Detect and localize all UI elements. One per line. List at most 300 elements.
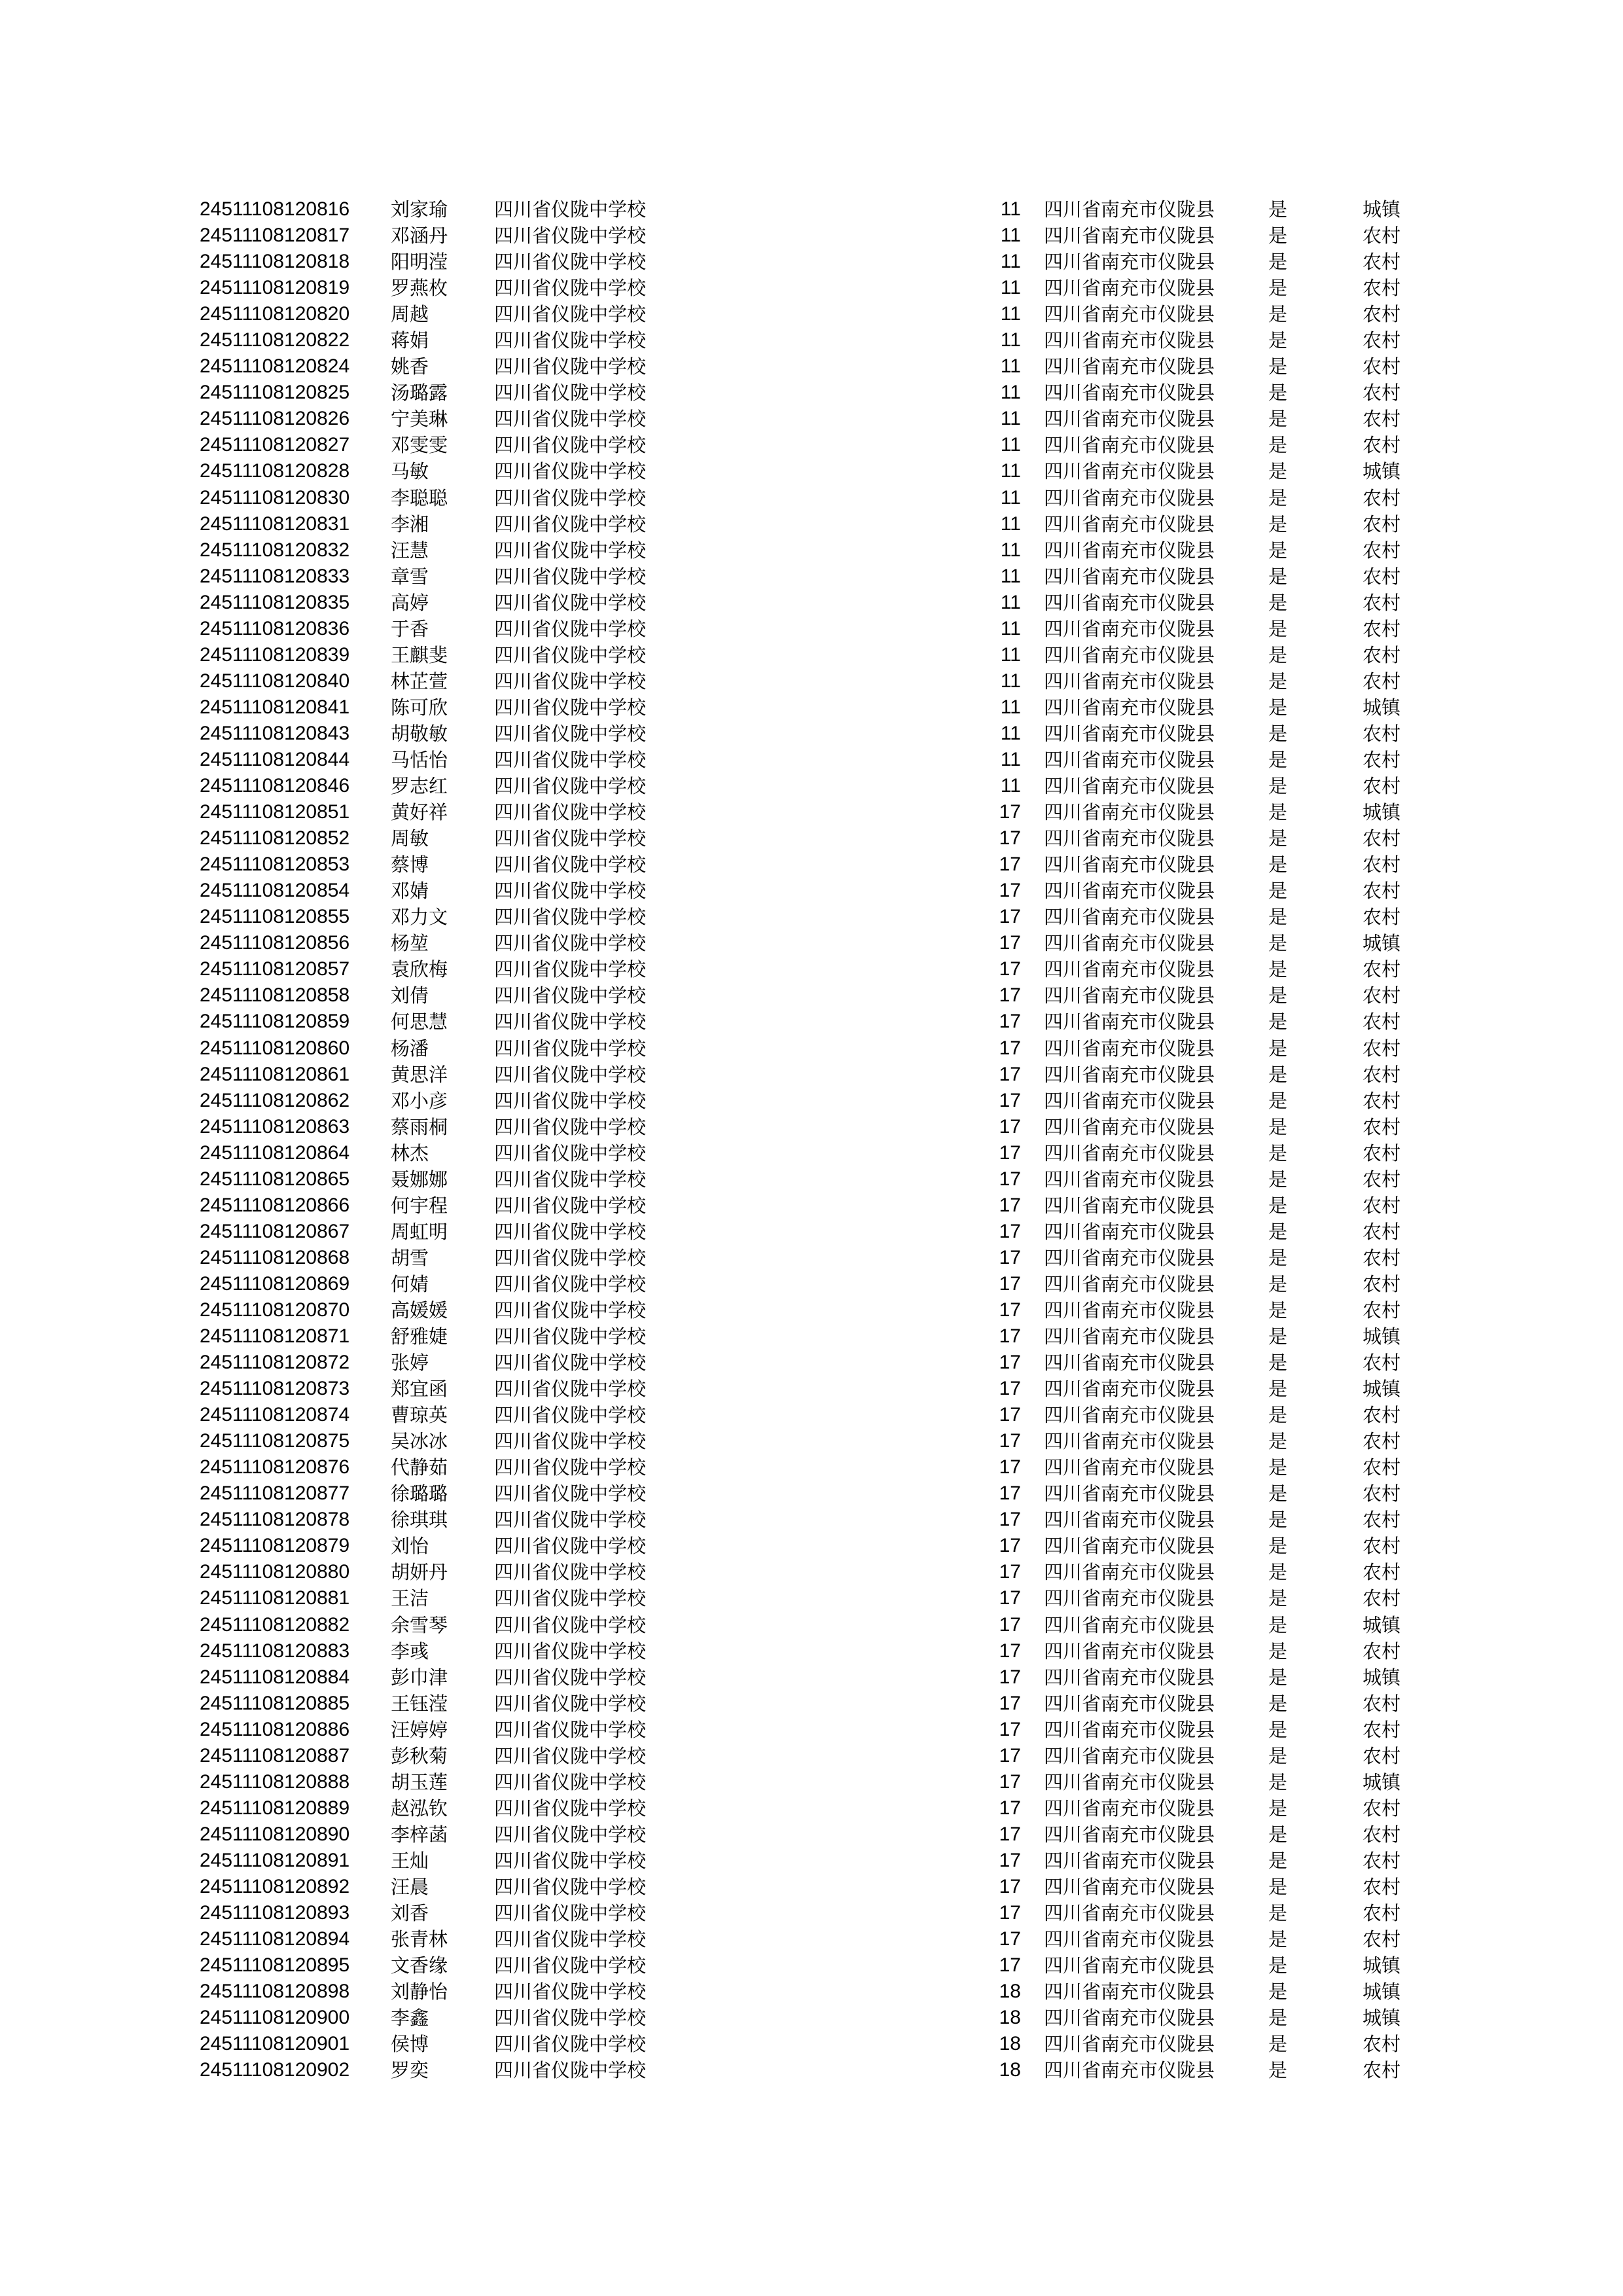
area-type-cell: 农村 — [1363, 486, 1401, 509]
flag-cell: 是 — [1268, 1404, 1288, 1427]
student-name-cell: 彭巾津 — [391, 1666, 448, 1689]
grade-cell: 17 — [999, 958, 1021, 980]
area-type-cell: 农村 — [1363, 984, 1401, 1007]
table-row — [0, 721, 1623, 747]
table-row — [0, 878, 1623, 904]
student-name-cell: 刘怡 — [391, 1535, 429, 1558]
school-cell: 四川省仪陇中学校 — [494, 1954, 647, 1977]
school-cell: 四川省仪陇中学校 — [494, 1378, 647, 1401]
student-name-cell: 文香缘 — [391, 1954, 448, 1977]
address-cell: 四川省南充市仪陇县 — [1044, 1561, 1215, 1584]
student-name-cell: 林芷萱 — [391, 670, 448, 692]
student-id-cell: 24511108120885 — [200, 1692, 350, 1714]
school-cell: 四川省仪陇中学校 — [494, 1797, 647, 1820]
area-type-cell: 农村 — [1363, 1640, 1401, 1662]
table-row — [0, 301, 1623, 327]
grade-cell: 18 — [999, 2033, 1021, 2055]
address-cell: 四川省南充市仪陇县 — [1044, 1115, 1215, 1138]
address-cell: 四川省南充市仪陇县 — [1044, 1666, 1215, 1689]
address-cell: 四川省南充市仪陇县 — [1044, 1404, 1215, 1427]
table-row — [0, 1952, 1623, 1979]
grade-cell: 17 — [999, 1352, 1021, 1374]
student-name-cell: 李彧 — [391, 1640, 429, 1662]
flag-cell: 是 — [1268, 984, 1288, 1007]
grade-cell: 17 — [999, 1220, 1021, 1242]
area-type-cell: 农村 — [1363, 1692, 1401, 1715]
table-row — [0, 406, 1623, 432]
school-cell: 四川省仪陇中学校 — [494, 434, 647, 457]
table-row — [0, 904, 1623, 930]
grade-cell: 17 — [999, 1115, 1021, 1138]
student-name-cell: 袁欣梅 — [391, 958, 448, 981]
table-row — [0, 1350, 1623, 1376]
school-cell: 四川省仪陇中学校 — [494, 460, 647, 483]
area-type-cell: 农村 — [1363, 958, 1401, 981]
school-cell: 四川省仪陇中学校 — [494, 224, 647, 247]
table-row — [0, 380, 1623, 406]
flag-cell: 是 — [1268, 1168, 1288, 1191]
area-type-cell: 农村 — [1363, 565, 1401, 588]
area-type-cell: 农村 — [1363, 1141, 1401, 1164]
flag-cell: 是 — [1268, 565, 1288, 588]
address-cell: 四川省南充市仪陇县 — [1044, 670, 1215, 692]
student-name-cell: 邓力文 — [391, 906, 448, 929]
school-cell: 四川省仪陇中学校 — [494, 1640, 647, 1662]
grade-cell: 17 — [999, 1509, 1021, 1531]
student-id-cell: 24511108120869 — [200, 1272, 350, 1295]
grade-cell: 11 — [1000, 329, 1021, 351]
area-type-cell: 农村 — [1363, 1587, 1401, 1610]
student-name-cell: 徐琪琪 — [391, 1509, 448, 1532]
school-cell: 四川省仪陇中学校 — [494, 1430, 647, 1453]
flag-cell: 是 — [1268, 1692, 1288, 1715]
area-type-cell: 农村 — [1363, 670, 1401, 692]
student-id-cell: 24511108120868 — [200, 1246, 350, 1268]
address-cell: 四川省南充市仪陇县 — [1044, 984, 1215, 1007]
student-name-cell: 胡玉莲 — [391, 1770, 448, 1793]
student-id-cell: 24511108120824 — [200, 355, 350, 378]
student-id-cell: 24511108120882 — [200, 1613, 350, 1636]
grade-cell: 17 — [999, 1561, 1021, 1583]
address-cell: 四川省南充市仪陇县 — [1044, 1456, 1215, 1479]
school-cell: 四川省仪陇中学校 — [494, 853, 647, 876]
school-cell: 四川省仪陇中学校 — [494, 1561, 647, 1584]
address-cell: 四川省南充市仪陇县 — [1044, 1718, 1215, 1741]
table-row — [0, 353, 1623, 380]
grade-cell: 11 — [1000, 408, 1021, 430]
address-cell: 四川省南充市仪陇县 — [1044, 382, 1215, 404]
school-cell: 四川省仪陇中学校 — [494, 1089, 647, 1112]
grade-cell: 17 — [999, 1535, 1021, 1557]
address-cell: 四川省南充市仪陇县 — [1044, 1299, 1215, 1321]
flag-cell: 是 — [1268, 198, 1288, 221]
school-cell: 四川省仪陇中学校 — [494, 906, 647, 929]
student-id-cell: 24511108120841 — [200, 696, 350, 718]
student-name-cell: 罗奕 — [391, 2059, 429, 2082]
school-cell: 四川省仪陇中学校 — [494, 1981, 647, 2003]
address-cell: 四川省南充市仪陇县 — [1044, 958, 1215, 981]
student-name-cell: 罗志红 — [391, 775, 448, 798]
table-row — [0, 1848, 1623, 1874]
school-cell: 四川省仪陇中学校 — [494, 696, 647, 719]
table-row — [0, 1454, 1623, 1480]
area-type-cell: 农村 — [1363, 1011, 1401, 1033]
student-id-cell: 24511108120852 — [200, 827, 350, 850]
school-cell: 四川省仪陇中学校 — [494, 329, 647, 352]
address-cell: 四川省南充市仪陇县 — [1044, 1587, 1215, 1610]
area-type-cell: 农村 — [1363, 512, 1401, 535]
school-cell: 四川省仪陇中学校 — [494, 1299, 647, 1321]
address-cell: 四川省南充市仪陇县 — [1044, 1430, 1215, 1453]
student-id-cell: 24511108120865 — [200, 1168, 350, 1190]
table-row — [0, 1297, 1623, 1323]
flag-cell: 是 — [1268, 1063, 1288, 1086]
student-id-cell: 24511108120895 — [200, 1954, 350, 1977]
student-id-cell: 24511108120836 — [200, 617, 350, 639]
flag-cell: 是 — [1268, 958, 1288, 981]
table-row — [0, 1035, 1623, 1062]
student-name-cell: 汪慧 — [391, 539, 429, 562]
student-name-cell: 于香 — [391, 617, 429, 640]
address-cell: 四川省南充市仪陇县 — [1044, 617, 1215, 640]
area-type-cell: 农村 — [1363, 722, 1401, 745]
student-name-cell: 余雪琴 — [391, 1613, 448, 1636]
flag-cell: 是 — [1268, 382, 1288, 404]
flag-cell: 是 — [1268, 906, 1288, 929]
student-table — [0, 196, 1623, 2083]
area-type-cell: 农村 — [1363, 827, 1401, 850]
grade-cell: 11 — [1000, 277, 1021, 299]
flag-cell: 是 — [1268, 932, 1288, 955]
address-cell: 四川省南充市仪陇县 — [1044, 1613, 1215, 1636]
flag-cell: 是 — [1268, 827, 1288, 850]
address-cell: 四川省南充市仪陇县 — [1044, 827, 1215, 850]
address-cell: 四川省南充市仪陇县 — [1044, 643, 1215, 666]
grade-cell: 17 — [999, 1482, 1021, 1505]
flag-cell: 是 — [1268, 408, 1288, 431]
school-cell: 四川省仪陇中学校 — [494, 643, 647, 666]
area-type-cell: 城镇 — [1363, 932, 1401, 955]
flag-cell: 是 — [1268, 880, 1288, 903]
grade-cell: 17 — [999, 1272, 1021, 1295]
student-id-cell: 24511108120820 — [200, 303, 350, 325]
grade-cell: 17 — [999, 984, 1021, 1007]
flag-cell: 是 — [1268, 1011, 1288, 1033]
student-name-cell: 李梓菡 — [391, 1823, 448, 1846]
student-name-cell: 马敏 — [391, 460, 429, 483]
student-name-cell: 李湘 — [391, 512, 429, 535]
grade-cell: 17 — [999, 1849, 1021, 1871]
student-id-cell: 24511108120843 — [200, 722, 350, 744]
table-row — [0, 1821, 1623, 1848]
flag-cell: 是 — [1268, 355, 1288, 378]
area-type-cell: 城镇 — [1363, 1325, 1401, 1348]
area-type-cell: 农村 — [1363, 1352, 1401, 1374]
area-type-cell: 农村 — [1363, 1089, 1401, 1112]
flag-cell: 是 — [1268, 1378, 1288, 1401]
grade-cell: 17 — [999, 1246, 1021, 1268]
area-type-cell: 农村 — [1363, 1823, 1401, 1846]
school-cell: 四川省仪陇中学校 — [494, 2007, 647, 2030]
grade-cell: 17 — [999, 1823, 1021, 1845]
table-row — [0, 511, 1623, 537]
school-cell: 四川省仪陇中学校 — [494, 617, 647, 640]
grade-cell: 11 — [1000, 748, 1021, 770]
flag-cell: 是 — [1268, 539, 1288, 562]
student-name-cell: 曹琼英 — [391, 1404, 448, 1427]
table-row — [0, 1062, 1623, 1088]
student-id-cell: 24511108120831 — [200, 512, 350, 535]
table-row — [0, 1219, 1623, 1245]
student-id-cell: 24511108120883 — [200, 1640, 350, 1662]
grade-cell: 11 — [1000, 643, 1021, 666]
table-row — [0, 642, 1623, 668]
table-row — [0, 694, 1623, 721]
grade-cell: 11 — [1000, 591, 1021, 613]
grade-cell: 17 — [999, 1928, 1021, 1950]
address-cell: 四川省南充市仪陇县 — [1044, 251, 1215, 274]
student-id-cell: 24511108120822 — [200, 329, 350, 351]
table-row — [0, 1664, 1623, 1691]
student-id-cell: 24511108120900 — [200, 2007, 350, 2029]
student-id-cell: 24511108120825 — [200, 382, 350, 404]
school-cell: 四川省仪陇中学校 — [494, 827, 647, 850]
flag-cell: 是 — [1268, 1954, 1288, 1977]
table-row — [0, 1480, 1623, 1507]
flag-cell: 是 — [1268, 1509, 1288, 1532]
school-cell: 四川省仪陇中学校 — [494, 1456, 647, 1479]
table-row — [0, 537, 1623, 564]
flag-cell: 是 — [1268, 591, 1288, 614]
student-id-cell: 24511108120864 — [200, 1141, 350, 1164]
table-row — [0, 1900, 1623, 1926]
grade-cell: 17 — [999, 906, 1021, 928]
flag-cell: 是 — [1268, 2007, 1288, 2030]
address-cell: 四川省南充市仪陇县 — [1044, 355, 1215, 378]
student-name-cell: 何宇程 — [391, 1194, 448, 1217]
flag-cell: 是 — [1268, 1194, 1288, 1217]
student-id-cell: 24511108120833 — [200, 565, 350, 587]
address-cell: 四川省南充市仪陇县 — [1044, 1352, 1215, 1374]
table-row — [0, 747, 1623, 773]
school-cell: 四川省仪陇中学校 — [494, 1063, 647, 1086]
table-row — [0, 564, 1623, 590]
school-cell: 四川省仪陇中学校 — [494, 670, 647, 692]
grade-cell: 17 — [999, 1168, 1021, 1190]
table-row — [0, 1193, 1623, 1219]
address-cell: 四川省南充市仪陇县 — [1044, 1692, 1215, 1715]
table-row — [0, 799, 1623, 825]
address-cell: 四川省南充市仪陇县 — [1044, 460, 1215, 483]
school-cell: 四川省仪陇中学校 — [494, 1168, 647, 1191]
address-cell: 四川省南充市仪陇县 — [1044, 303, 1215, 326]
area-type-cell: 农村 — [1363, 382, 1401, 404]
area-type-cell: 农村 — [1363, 643, 1401, 666]
student-name-cell: 胡敬敏 — [391, 722, 448, 745]
area-type-cell: 农村 — [1363, 1718, 1401, 1741]
area-type-cell: 城镇 — [1363, 801, 1401, 824]
area-type-cell: 城镇 — [1363, 696, 1401, 719]
student-name-cell: 张青林 — [391, 1928, 448, 1951]
school-cell: 四川省仪陇中学校 — [494, 565, 647, 588]
flag-cell: 是 — [1268, 512, 1288, 535]
table-row — [0, 1874, 1623, 1900]
address-cell: 四川省南充市仪陇县 — [1044, 486, 1215, 509]
student-name-cell: 周敏 — [391, 827, 429, 850]
school-cell: 四川省仪陇中学校 — [494, 591, 647, 614]
flag-cell: 是 — [1268, 1220, 1288, 1243]
grade-cell: 11 — [1000, 565, 1021, 587]
student-name-cell: 汪婷婷 — [391, 1718, 448, 1741]
grade-cell: 17 — [999, 1378, 1021, 1400]
area-type-cell: 农村 — [1363, 2059, 1401, 2082]
flag-cell: 是 — [1268, 1089, 1288, 1112]
student-id-cell: 24511108120878 — [200, 1509, 350, 1531]
grade-cell: 17 — [999, 932, 1021, 954]
student-name-cell: 舒雅婕 — [391, 1325, 448, 1348]
grade-cell: 17 — [999, 1797, 1021, 1819]
student-id-cell: 24511108120880 — [200, 1561, 350, 1583]
student-name-cell: 杨堃 — [391, 932, 429, 955]
area-type-cell: 农村 — [1363, 2033, 1401, 2056]
student-id-cell: 24511108120855 — [200, 906, 350, 928]
flag-cell: 是 — [1268, 1823, 1288, 1846]
grade-cell: 17 — [999, 1325, 1021, 1348]
student-name-cell: 蔡雨桐 — [391, 1115, 448, 1138]
flag-cell: 是 — [1268, 670, 1288, 692]
flag-cell: 是 — [1268, 1770, 1288, 1793]
table-row — [0, 1376, 1623, 1402]
grade-cell: 17 — [999, 1456, 1021, 1479]
grade-cell: 11 — [1000, 382, 1021, 404]
address-cell: 四川省南充市仪陇县 — [1044, 1928, 1215, 1951]
flag-cell: 是 — [1268, 460, 1288, 483]
student-name-cell: 阳明滢 — [391, 251, 448, 274]
area-type-cell: 农村 — [1363, 1535, 1401, 1558]
address-cell: 四川省南充市仪陇县 — [1044, 1378, 1215, 1401]
address-cell: 四川省南充市仪陇县 — [1044, 1823, 1215, 1846]
area-type-cell: 农村 — [1363, 1194, 1401, 1217]
address-cell: 四川省南充市仪陇县 — [1044, 1876, 1215, 1898]
student-name-cell: 徐璐璐 — [391, 1482, 448, 1505]
area-type-cell: 农村 — [1363, 748, 1401, 771]
student-name-cell: 高媛媛 — [391, 1299, 448, 1321]
student-id-cell: 24511108120816 — [200, 198, 350, 220]
area-type-cell: 农村 — [1363, 1299, 1401, 1321]
student-name-cell: 李鑫 — [391, 2007, 429, 2030]
address-cell: 四川省南充市仪陇县 — [1044, 565, 1215, 588]
area-type-cell: 城镇 — [1363, 460, 1401, 483]
school-cell: 四川省仪陇中学校 — [494, 2059, 647, 2082]
student-id-cell: 24511108120853 — [200, 853, 350, 876]
grade-cell: 11 — [1000, 434, 1021, 456]
area-type-cell: 农村 — [1363, 775, 1401, 798]
school-cell: 四川省仪陇中学校 — [494, 1902, 647, 1925]
student-id-cell: 24511108120830 — [200, 486, 350, 509]
grade-cell: 17 — [999, 1640, 1021, 1662]
flag-cell: 是 — [1268, 1325, 1288, 1348]
student-id-cell: 24511108120894 — [200, 1928, 350, 1950]
area-type-cell: 农村 — [1363, 539, 1401, 562]
student-id-cell: 24511108120892 — [200, 1876, 350, 1897]
address-cell: 四川省南充市仪陇县 — [1044, 1272, 1215, 1295]
student-name-cell: 邓涵丹 — [391, 224, 448, 247]
grade-cell: 17 — [999, 1718, 1021, 1740]
flag-cell: 是 — [1268, 303, 1288, 326]
flag-cell: 是 — [1268, 617, 1288, 640]
grade-cell: 11 — [1000, 198, 1021, 220]
table-row — [0, 1507, 1623, 1533]
address-cell: 四川省南充市仪陇县 — [1044, 1037, 1215, 1060]
flag-cell: 是 — [1268, 1482, 1288, 1505]
area-type-cell: 农村 — [1363, 591, 1401, 614]
grade-cell: 11 — [1000, 460, 1021, 482]
student-id-cell: 24511108120890 — [200, 1823, 350, 1845]
school-cell: 四川省仪陇中学校 — [494, 748, 647, 771]
area-type-cell: 农村 — [1363, 1168, 1401, 1191]
student-name-cell: 李聪聪 — [391, 486, 448, 509]
area-type-cell: 农村 — [1363, 1561, 1401, 1584]
address-cell: 四川省南充市仪陇县 — [1044, 1849, 1215, 1872]
school-cell: 四川省仪陇中学校 — [494, 382, 647, 404]
area-type-cell: 城镇 — [1363, 198, 1401, 221]
grade-cell: 17 — [999, 1666, 1021, 1688]
area-type-cell: 农村 — [1363, 1220, 1401, 1243]
area-type-cell: 农村 — [1363, 251, 1401, 274]
flag-cell: 是 — [1268, 1876, 1288, 1898]
student-id-cell: 24511108120818 — [200, 251, 350, 273]
table-row — [0, 773, 1623, 799]
school-cell: 四川省仪陇中学校 — [494, 539, 647, 562]
school-cell: 四川省仪陇中学校 — [494, 984, 647, 1007]
address-cell: 四川省南充市仪陇县 — [1044, 1981, 1215, 2003]
table-row — [0, 1533, 1623, 1559]
table-row — [0, 1559, 1623, 1585]
student-name-cell: 黄思洋 — [391, 1063, 448, 1086]
student-name-cell: 姚香 — [391, 355, 429, 378]
address-cell: 四川省南充市仪陇县 — [1044, 539, 1215, 562]
student-name-cell: 周虹明 — [391, 1220, 448, 1243]
table-row — [0, 1166, 1623, 1193]
table-row — [0, 1585, 1623, 1611]
student-name-cell: 马恬怡 — [391, 748, 448, 771]
school-cell: 四川省仪陇中学校 — [494, 1037, 647, 1060]
grade-cell: 11 — [1000, 251, 1021, 273]
area-type-cell: 农村 — [1363, 1115, 1401, 1138]
address-cell: 四川省南充市仪陇县 — [1044, 906, 1215, 929]
table-row — [0, 1271, 1623, 1297]
address-cell: 四川省南充市仪陇县 — [1044, 2007, 1215, 2030]
flag-cell: 是 — [1268, 722, 1288, 745]
flag-cell: 是 — [1268, 434, 1288, 457]
address-cell: 四川省南充市仪陇县 — [1044, 722, 1215, 745]
student-id-cell: 24511108120872 — [200, 1352, 350, 1374]
student-name-cell: 刘家瑜 — [391, 198, 448, 221]
flag-cell: 是 — [1268, 1352, 1288, 1374]
student-name-cell: 聂娜娜 — [391, 1168, 448, 1191]
school-cell: 四川省仪陇中学校 — [494, 251, 647, 274]
school-cell: 四川省仪陇中学校 — [494, 1509, 647, 1532]
school-cell: 四川省仪陇中学校 — [494, 1718, 647, 1741]
area-type-cell: 农村 — [1363, 1246, 1401, 1269]
grade-cell: 11 — [1000, 775, 1021, 797]
area-type-cell: 农村 — [1363, 355, 1401, 378]
grade-cell: 11 — [1000, 486, 1021, 509]
student-id-cell: 24511108120867 — [200, 1220, 350, 1242]
grade-cell: 17 — [999, 1744, 1021, 1767]
grade-cell: 17 — [999, 1613, 1021, 1636]
flag-cell: 是 — [1268, 853, 1288, 876]
